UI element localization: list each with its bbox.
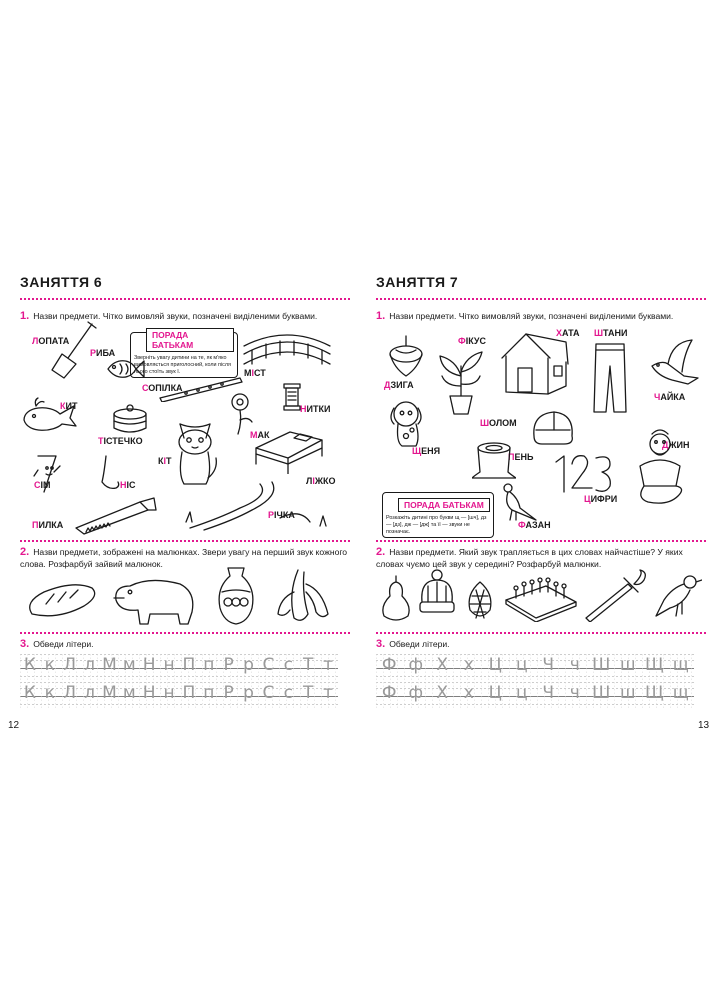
word-label: ФІКУС xyxy=(458,336,487,346)
ficus-plant-icon xyxy=(436,346,486,416)
trace-letter[interactable]: Л xyxy=(63,683,77,703)
task-2 xyxy=(376,546,706,570)
seagull-icon xyxy=(648,336,704,394)
task-number: 2. xyxy=(20,546,30,558)
banana-icon xyxy=(272,564,336,628)
trace-letter[interactable]: р xyxy=(243,655,254,675)
trace-letter[interactable]: Ц xyxy=(488,683,502,703)
word-label: РИБА xyxy=(90,348,116,358)
trace-letter[interactable]: л xyxy=(84,683,95,703)
word-label: ШТАНИ xyxy=(594,328,628,338)
advice-text: Розкажіть дитині про букви щ — [шч], дз — [дз], дж — [дж] та її — звуки не позначає. xyxy=(386,515,487,535)
trace-letter[interactable]: ц xyxy=(515,655,528,675)
trousers-icon xyxy=(590,340,630,416)
trace-letter[interactable]: П xyxy=(182,655,196,675)
fish-icon xyxy=(104,356,146,382)
thread-spool-icon xyxy=(280,382,304,412)
trace-letter[interactable]: ф xyxy=(408,655,424,675)
word-label: СОПІЛКА xyxy=(142,383,183,393)
trace-letter[interactable]: Ш xyxy=(592,655,611,675)
trace-letter[interactable]: л xyxy=(84,655,95,675)
divider xyxy=(376,540,706,542)
trace-letter[interactable]: р xyxy=(243,683,254,703)
trace-letter[interactable]: ч xyxy=(569,683,580,703)
left-page xyxy=(8,268,350,731)
trace-letter[interactable]: ф xyxy=(408,683,424,703)
divider xyxy=(376,632,706,634)
right-page xyxy=(376,268,710,731)
task-number: 2. xyxy=(376,546,386,558)
page-number: 12 xyxy=(8,720,20,731)
river-icon xyxy=(180,478,340,532)
trace-letter[interactable]: ш xyxy=(619,655,636,675)
word-label: ТІСТЕЧКО xyxy=(98,436,143,446)
trace-letter[interactable]: Р xyxy=(223,683,234,703)
number-seven-icon xyxy=(32,452,62,496)
word-label: ЛІЖКО xyxy=(306,476,336,486)
tree-stump-icon xyxy=(472,440,516,480)
winter-hat-icon xyxy=(416,568,458,618)
trace-letter[interactable]: Т xyxy=(302,683,314,703)
cake-icon xyxy=(110,404,150,436)
task-text: Обведи літери. xyxy=(33,639,94,649)
trace-letter[interactable]: т xyxy=(323,683,334,703)
word-label: МАК xyxy=(250,430,270,440)
bread-icon xyxy=(24,580,100,620)
vase-icon xyxy=(212,564,260,628)
trace-letter[interactable]: К xyxy=(23,655,36,675)
helmet-icon xyxy=(528,406,578,450)
trace-letter[interactable]: К xyxy=(23,683,36,703)
trace-letter[interactable]: н xyxy=(163,683,175,703)
trace-letter[interactable]: Н xyxy=(142,655,156,675)
task-text: Назви предмети, зображені на малюнках. Звери увагу на перший звук кожного слова. Розфарбуй зайвий малюнок. xyxy=(20,547,348,569)
word-label: ПИЛКА xyxy=(32,520,64,530)
word-label: СІМ xyxy=(34,480,51,490)
trace-letter[interactable]: Л xyxy=(63,655,77,675)
task-text: Назви предмети. Який звук трапляється в цих словах найчастіше? У яких словах чуємо цей звук у середині? Розфарбуй малюнки. xyxy=(376,547,683,569)
word-label: ЛОПАТА xyxy=(32,336,70,346)
lesson-title: ЗАНЯТТЯ 6 xyxy=(20,274,103,290)
trace-letter[interactable]: н xyxy=(163,655,175,675)
task-1 xyxy=(376,310,706,322)
trace-letter[interactable]: щ xyxy=(672,655,689,675)
trace-letter[interactable]: Щ xyxy=(644,655,664,675)
trace-letter[interactable]: Н xyxy=(142,683,156,703)
divider xyxy=(20,540,350,542)
trace-letter[interactable]: п xyxy=(203,683,215,703)
pear-icon xyxy=(378,572,414,624)
divider xyxy=(20,298,350,300)
word-label: КІТ xyxy=(158,456,172,466)
trace-letter[interactable]: м xyxy=(122,683,136,703)
numbers-123-icon xyxy=(550,448,616,496)
task-3 xyxy=(20,638,94,650)
pine-cone-icon xyxy=(462,578,498,622)
trace-letter[interactable]: ч xyxy=(569,655,580,675)
trace-letter[interactable]: Ц xyxy=(488,655,502,675)
shovel-icon xyxy=(48,320,98,382)
advice-title: ПОРАДА БАТЬКАМ xyxy=(146,328,234,352)
advice-title: ПОРАДА БАТЬКАМ xyxy=(398,498,490,512)
tracing-row xyxy=(376,654,694,676)
word-label: НІС xyxy=(120,480,136,490)
saw-icon xyxy=(70,496,158,536)
advice-text: Зверніть увагу дитини на те, як м'яко вимовляється приголосний, коли після нього стоїть звук І. xyxy=(134,355,231,375)
divider xyxy=(376,298,706,300)
task-number: 3. xyxy=(20,638,30,650)
task-text: Назви предмети. Чітко вимовляй звуки, позначені виділеними буквами. xyxy=(33,311,318,321)
trace-letter[interactable]: щ xyxy=(672,683,689,703)
tracing-grid xyxy=(376,654,694,708)
chess-board-icon xyxy=(502,570,580,622)
divider xyxy=(20,632,350,634)
trace-letter[interactable]: Ф xyxy=(381,683,397,703)
task-text: Назви предмети. Чітко вимовляй звуки, позначені виділеними буквами. xyxy=(389,311,674,321)
word-label: ДЖИН xyxy=(662,440,690,450)
trace-letter[interactable]: Ф xyxy=(381,655,397,675)
trace-letter[interactable]: ц xyxy=(515,683,528,703)
trace-letter[interactable]: М xyxy=(102,655,117,675)
word-label: ФАЗАН xyxy=(518,520,551,530)
whale-icon xyxy=(20,396,80,436)
tracing-grid xyxy=(20,654,338,708)
trace-letter[interactable]: Х xyxy=(436,683,449,703)
word-label: ШОЛОМ xyxy=(480,418,517,428)
trace-letter[interactable]: с xyxy=(283,655,293,675)
genie-icon xyxy=(628,426,694,506)
trace-letter[interactable]: Ш xyxy=(592,683,611,703)
tracing-row xyxy=(376,682,694,704)
trace-letter[interactable]: к xyxy=(44,655,55,675)
tracing-row xyxy=(20,654,338,676)
house-icon xyxy=(496,328,572,398)
task-3 xyxy=(376,638,450,650)
word-label: ЧАЙКА xyxy=(654,392,686,402)
word-label: МІСТ xyxy=(244,368,266,378)
trace-letter[interactable]: П xyxy=(182,683,196,703)
word-label: РІЧКА xyxy=(268,510,295,520)
word-label: ХАТА xyxy=(556,328,580,338)
word-label: КИТ xyxy=(60,401,78,411)
word-label: ЩЕНЯ xyxy=(412,446,441,456)
trace-letter[interactable]: п xyxy=(203,655,215,675)
sword-icon xyxy=(582,568,652,622)
spinning-top-icon xyxy=(386,334,426,378)
trace-letter[interactable]: Р xyxy=(223,655,234,675)
trace-letter[interactable]: ш xyxy=(619,683,636,703)
trace-letter[interactable]: с xyxy=(283,683,293,703)
trace-letter[interactable]: Щ xyxy=(644,683,664,703)
bridge-icon xyxy=(242,324,332,368)
trace-letter[interactable]: х xyxy=(463,655,474,675)
bed-icon xyxy=(250,418,326,474)
trace-letter[interactable]: Ч xyxy=(542,683,555,703)
trace-letter[interactable]: Х xyxy=(436,655,449,675)
task-number: 1. xyxy=(376,310,386,322)
task-text: Обведи літери. xyxy=(389,639,450,649)
puppy-icon xyxy=(386,398,430,448)
trace-letter[interactable]: м xyxy=(122,655,136,675)
page-number: 13 xyxy=(698,720,710,731)
hippo-icon xyxy=(110,572,200,628)
word-label: ЦИФРИ xyxy=(584,494,618,504)
bird-icon xyxy=(654,570,702,622)
trace-letter[interactable]: т xyxy=(323,655,334,675)
tracing-row xyxy=(20,682,338,704)
trace-letter[interactable]: М xyxy=(102,683,117,703)
trace-letter[interactable]: Т xyxy=(302,655,314,675)
pheasant-icon xyxy=(496,480,540,522)
word-label: ДЗИГА xyxy=(384,380,414,390)
trace-letter[interactable]: Ч xyxy=(542,655,555,675)
word-label: ПЕНЬ xyxy=(508,452,534,462)
trace-letter[interactable]: х xyxy=(463,683,474,703)
trace-letter[interactable]: С xyxy=(262,655,275,675)
trace-letter[interactable]: к xyxy=(44,683,55,703)
nose-icon xyxy=(98,454,124,494)
task-number: 3. xyxy=(376,638,386,650)
word-label: НИТКИ xyxy=(300,404,331,414)
parent-advice-box xyxy=(382,492,494,538)
task-number: 1. xyxy=(20,310,30,322)
trace-letter[interactable]: С xyxy=(262,683,275,703)
lesson-title: ЗАНЯТТЯ 7 xyxy=(376,274,459,290)
